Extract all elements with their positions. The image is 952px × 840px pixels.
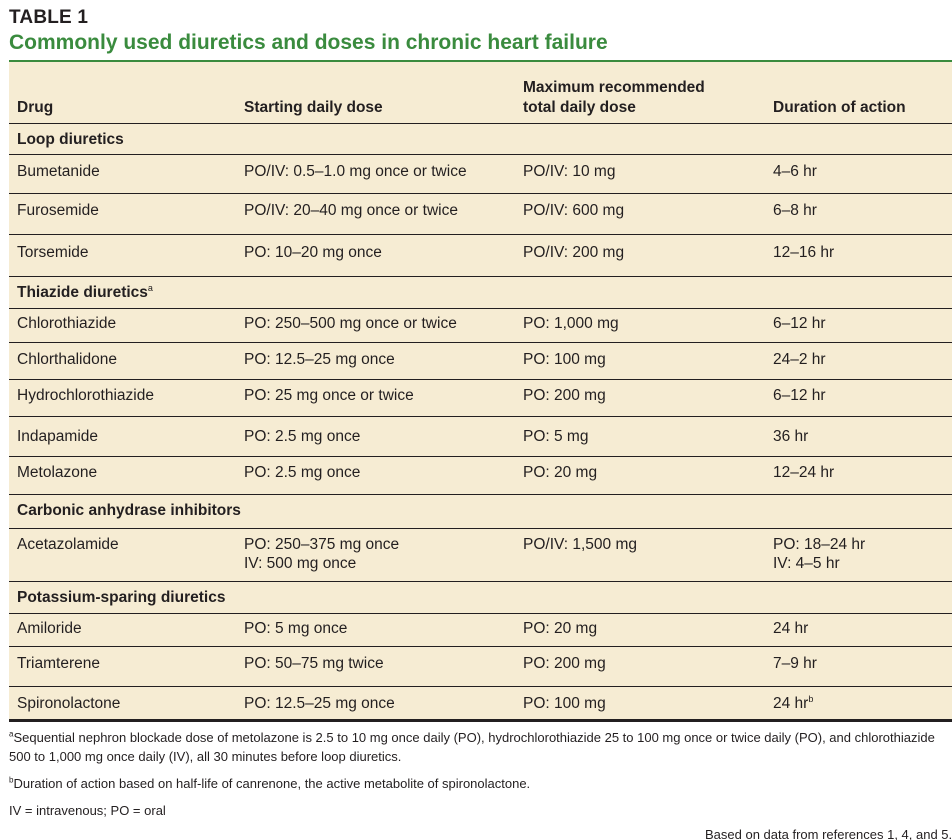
diuretics-table: [9, 60, 952, 722]
group-label: Carbonic anhydrase inhibitors: [17, 502, 241, 519]
drug-name: Acetazolamide: [17, 536, 119, 553]
table-header-row: [9, 62, 952, 124]
maximum-dose: PO/IV: 1,500 mg: [523, 536, 638, 553]
maximum-dose: PO: 100 mg: [523, 351, 606, 368]
footnote-b-marker: b: [808, 693, 814, 704]
drug-name: Chlorothiazide: [17, 315, 117, 332]
drug-name: Metolazone: [17, 464, 98, 481]
table-row: [9, 343, 952, 380]
starting-dose: PO: 12.5–25 mg once: [244, 695, 395, 712]
group-row: [9, 582, 952, 614]
group-label: Thiazide diuretics$^a$: [17, 282, 153, 301]
table-row: [9, 235, 952, 277]
duration: 7–9 hr: [773, 655, 817, 672]
drug-name: Furosemide: [17, 202, 99, 219]
duration: 6–8 hr: [773, 202, 817, 219]
maximum-dose: PO: 200 mg: [523, 655, 606, 672]
source-note: Based on data from references 1, 4, and 5.: [705, 827, 952, 840]
table-row: [9, 457, 952, 495]
drug-name: Chlorthalidone: [17, 351, 117, 368]
drug-name: Triamterene: [17, 655, 100, 672]
maximum-dose: PO/IV: 10 mg: [523, 163, 616, 180]
table-row: [9, 309, 952, 343]
starting-dose-line2: IV: 500 mg once: [244, 555, 357, 572]
maximum-dose: PO: 100 mg: [523, 695, 606, 712]
duration: 12–24 hr: [773, 464, 835, 481]
table-row: [9, 155, 952, 194]
header-maximum-dose-line2: total daily dose: [523, 99, 636, 116]
duration: 12–16 hr: [773, 244, 835, 261]
duration: PO: 18–24 hr: [773, 536, 866, 553]
drug-name: Bumetanide: [17, 163, 100, 180]
drug-name: Indapamide: [17, 428, 99, 445]
group-row: [9, 495, 952, 529]
group-label: Potassium-sparing diuretics: [17, 589, 226, 606]
maximum-dose: PO: 200 mg: [523, 387, 606, 404]
drug-name: Hydrochlorothiazide: [17, 387, 154, 404]
starting-dose: PO: 2.5 mg once: [244, 428, 361, 445]
header-maximum-dose-line1: Maximum recommended: [523, 79, 705, 96]
starting-dose: PO/IV: 20–40 mg once or twice: [244, 202, 458, 219]
starting-dose: PO: 50–75 mg twice: [244, 655, 384, 672]
table-row: [9, 194, 952, 235]
duration: 24 hr: [773, 620, 809, 637]
maximum-dose: PO/IV: 600 mg: [523, 202, 625, 219]
maximum-dose: PO: 20 mg: [523, 620, 598, 637]
maximum-dose: PO: 1,000 mg: [523, 315, 619, 332]
table-row: [9, 647, 952, 687]
starting-dose: PO: 12.5–25 mg once: [244, 351, 395, 368]
maximum-dose: PO: 20 mg: [523, 464, 598, 481]
group-row: [9, 277, 952, 309]
duration: 6–12 hr: [773, 315, 826, 332]
drug-name: Torsemide: [17, 244, 89, 261]
group-label: Loop diuretics: [17, 131, 124, 148]
table-title: Commonly used diuretics and doses in chronic heart failure: [9, 31, 608, 54]
footnote-a-marker: a: [147, 282, 153, 293]
maximum-dose: PO: 5 mg: [523, 428, 589, 445]
maximum-dose: PO/IV: 200 mg: [523, 244, 625, 261]
header-starting-dose: Starting daily dose: [244, 99, 383, 116]
starting-dose: PO: 250–500 mg once or twice: [244, 315, 457, 332]
table-row: [9, 614, 952, 647]
table-row: [9, 380, 952, 417]
table-row: [9, 687, 952, 721]
footnote-a-line2: 500 to 1,000 mg once daily (IV), all 30 minutes before loop diuretics.: [9, 749, 402, 764]
starting-dose: PO: 250–375 mg once: [244, 536, 400, 553]
starting-dose: PO: 5 mg once: [244, 620, 348, 637]
drug-name: Amiloride: [17, 620, 82, 637]
duration: 6–12 hr: [773, 387, 826, 404]
table-row: [9, 417, 952, 457]
group-row: [9, 124, 952, 155]
table-number: TABLE 1: [9, 7, 89, 28]
footnote-a: $^a$Sequential nephron blockade dose of metolazone is 2.5 to 10 mg once daily (PO), hydrochlorothiazide 25 to 100 mg once or twice daily (PO), and chlorothiazide: [9, 729, 935, 745]
starting-dose: PO/IV: 0.5–1.0 mg once or twice: [244, 163, 467, 180]
header-drug: Drug: [17, 99, 54, 116]
footnote-b: $^b$Duration of action based on half-life of canrenone, the active metabolite of spironolactone.: [9, 775, 531, 791]
table-row: [9, 529, 952, 582]
duration: 4–6 hr: [773, 163, 817, 180]
starting-dose: PO: 25 mg once or twice: [244, 387, 414, 404]
drug-name: Spironolactone: [17, 695, 121, 712]
abbreviations-note: IV = intravenous; PO = oral: [9, 803, 166, 818]
duration: 24 $hr^b$: [773, 693, 814, 712]
header-duration: Duration of action: [773, 99, 906, 116]
duration: 24–2 hr: [773, 351, 826, 368]
duration-line2: IV: 4–5 hr: [773, 555, 840, 572]
duration: 36 hr: [773, 428, 809, 445]
starting-dose: PO: 2.5 mg once: [244, 464, 361, 481]
starting-dose: PO: 10–20 mg once: [244, 244, 382, 261]
